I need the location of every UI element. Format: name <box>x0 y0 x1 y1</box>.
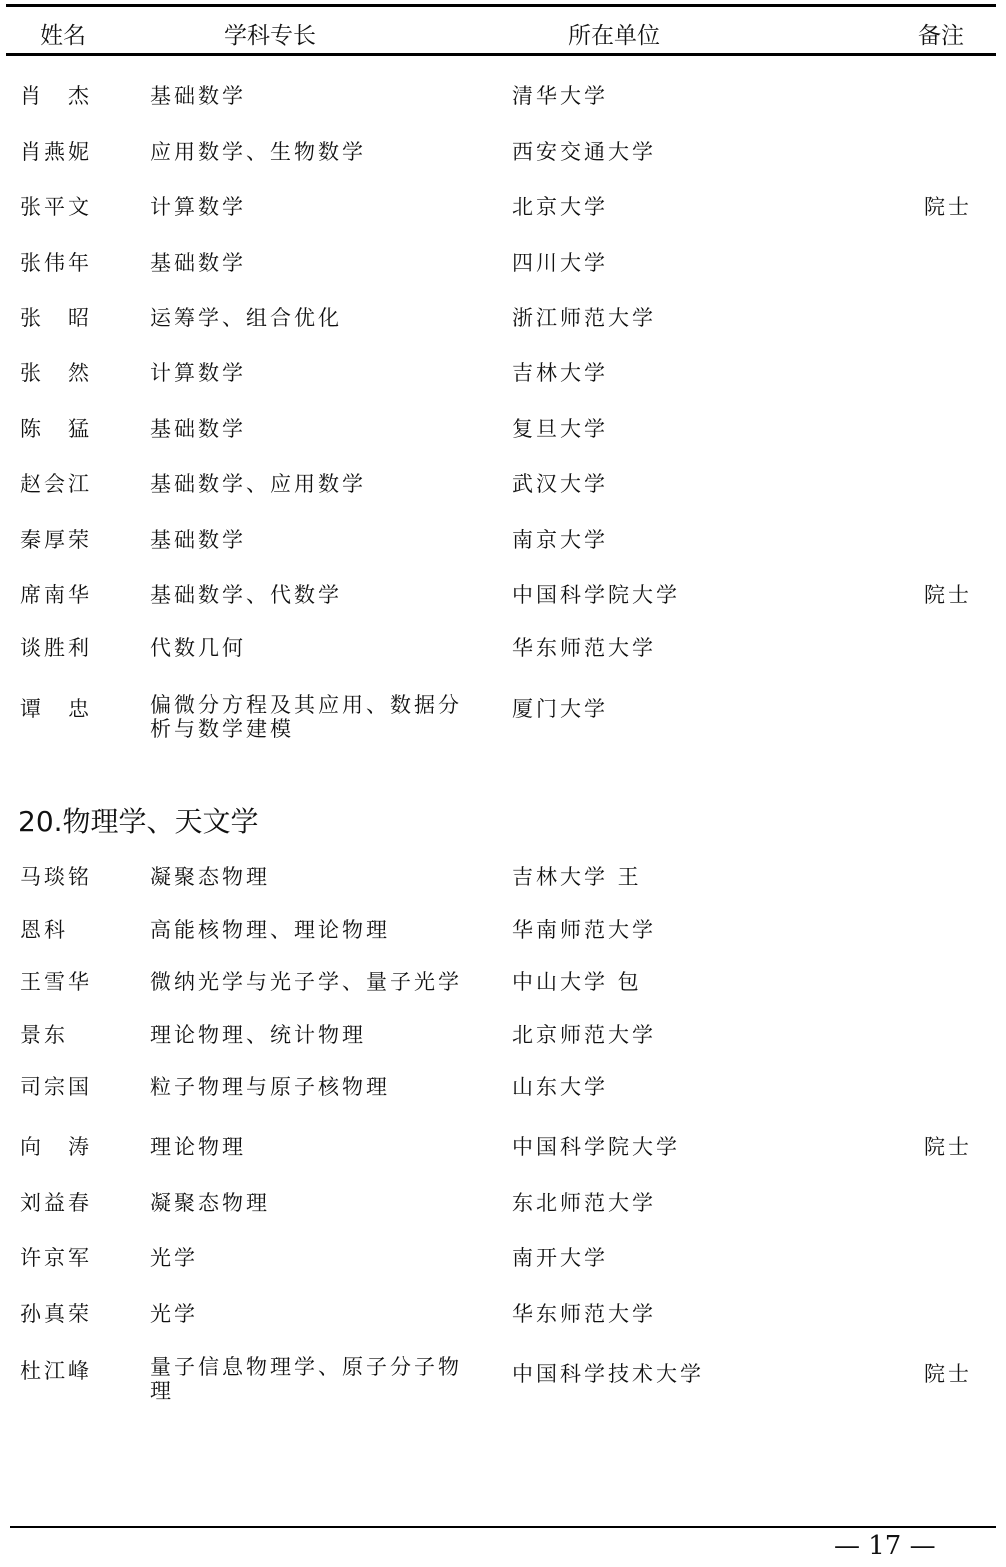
person-name: 刘益春 <box>20 1191 92 1215</box>
subject: 代数几何 <box>150 636 246 660</box>
person-name: 赵会江 <box>20 472 92 496</box>
unit: 北京大学 <box>512 195 608 219</box>
person-name: 陈 猛 <box>20 417 92 441</box>
person-name: 王雪华 <box>20 970 92 994</box>
note: 院士 <box>924 1135 972 1159</box>
unit: 清华大学 <box>512 84 608 108</box>
subject: 基础数学 <box>150 251 246 275</box>
unit: 南开大学 <box>512 1246 608 1270</box>
person-name: 谭 忠 <box>20 697 92 721</box>
unit: 中山大学 包 <box>512 970 642 994</box>
person-name: 杜江峰 <box>20 1359 92 1383</box>
person-name: 景东 <box>20 1023 68 1047</box>
unit: 华东师范大学 <box>512 636 656 660</box>
unit: 华南师范大学 <box>512 918 656 942</box>
person-name: 肖 杰 <box>20 84 92 108</box>
header-note: 备注 <box>918 23 964 49</box>
subject: 运筹学、组合优化 <box>150 306 342 330</box>
unit: 厦门大学 <box>512 697 608 721</box>
subject: 基础数学、应用数学 <box>150 472 366 496</box>
unit: 浙江师范大学 <box>512 306 656 330</box>
person-name: 恩科 <box>20 918 68 942</box>
subject: 粒子物理与原子核物理 <box>150 1075 390 1099</box>
footer-divider <box>10 1526 996 1528</box>
subject: 理论物理、统计物理 <box>150 1023 366 1047</box>
subject: 凝聚态物理 <box>150 1191 270 1215</box>
unit: 中国科学技术大学 <box>512 1362 704 1386</box>
subject: 凝聚态物理 <box>150 865 270 889</box>
subject: 基础数学、代数学 <box>150 583 342 607</box>
unit: 西安交通大学 <box>512 140 656 164</box>
person-name: 张 然 <box>20 361 92 385</box>
person-name: 张平文 <box>20 195 92 219</box>
person-name: 席南华 <box>20 583 92 607</box>
subject: 计算数学 <box>150 195 246 219</box>
unit: 山东大学 <box>512 1075 608 1099</box>
person-name: 张伟年 <box>20 251 92 275</box>
subject: 高能核物理、理论物理 <box>150 918 390 942</box>
note: 院士 <box>924 195 972 219</box>
subject: 理论物理 <box>150 1135 246 1159</box>
unit: 吉林大学 <box>512 361 608 385</box>
subject: 应用数学、生物数学 <box>150 140 366 164</box>
subject: 微纳光学与光子学、量子光学 <box>150 970 462 994</box>
note: 院士 <box>924 583 972 607</box>
unit: 华东师范大学 <box>512 1302 656 1326</box>
person-name: 向 涛 <box>20 1135 92 1159</box>
subject: 计算数学 <box>150 361 246 385</box>
person-name: 孙真荣 <box>20 1302 92 1326</box>
person-name: 秦厚荣 <box>20 528 92 552</box>
unit: 复旦大学 <box>512 417 608 441</box>
subject: 基础数学 <box>150 84 246 108</box>
person-name: 肖燕妮 <box>20 140 92 164</box>
person-name: 谈胜利 <box>20 636 92 660</box>
section-title: 20.物理学、天文学 <box>18 805 259 838</box>
page-number: — 17 — <box>834 1531 936 1561</box>
header-unit: 所在单位 <box>568 23 660 49</box>
unit: 四川大学 <box>512 251 608 275</box>
unit: 南京大学 <box>512 528 608 552</box>
note: 院士 <box>924 1362 972 1386</box>
header-subject: 学科专长 <box>224 23 316 49</box>
unit: 武汉大学 <box>512 472 608 496</box>
subject: 量子信息物理学、原子分子物理 <box>150 1355 462 1403</box>
person-name: 许京军 <box>20 1246 92 1270</box>
subject: 偏微分方程及其应用、数据分析与数学建模 <box>150 693 462 741</box>
person-name: 马琰铭 <box>20 865 92 889</box>
unit: 中国科学院大学 <box>512 583 680 607</box>
subject: 基础数学 <box>150 528 246 552</box>
subject: 基础数学 <box>150 417 246 441</box>
person-name: 司宗国 <box>20 1075 92 1099</box>
unit: 中国科学院大学 <box>512 1135 680 1159</box>
unit: 东北师范大学 <box>512 1191 656 1215</box>
unit: 吉林大学 王 <box>512 865 642 889</box>
table-header <box>6 4 996 56</box>
subject: 光学 <box>150 1302 198 1326</box>
subject: 光学 <box>150 1246 198 1270</box>
header-name: 姓名 <box>40 23 86 49</box>
unit: 北京师范大学 <box>512 1023 656 1047</box>
person-name: 张 昭 <box>20 306 92 330</box>
